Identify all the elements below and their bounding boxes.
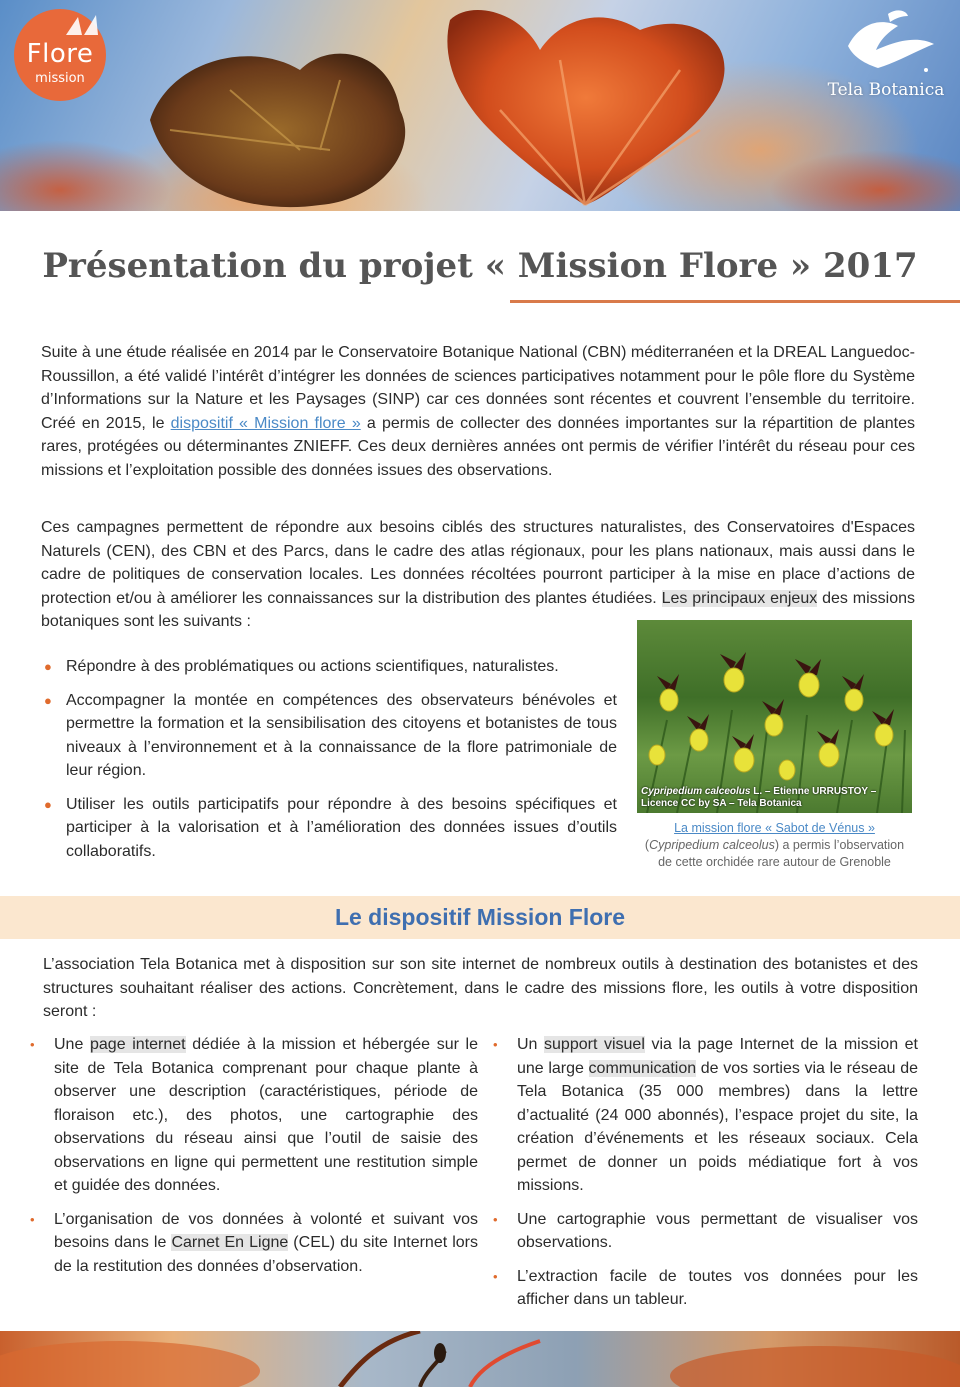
tool-text-a: L’extraction facile de toutes vos données pour les afficher dans un tableur. [517,1267,918,1308]
list-item [44,793,617,864]
autumn-leaves-image [0,0,960,211]
support-visuel-highlight: support visuel [544,1036,645,1053]
enjeu-text: Répondre à des problématiques ou actions scientifiques, naturalistes. [66,658,559,675]
tool-text-b: dédiée à la mission et hébergée sur le site de Tela Botanica comprenant pour chaque plante à observer une description (caractéristiques, période de floraison etc.), des photos, une cartographie des observations du réseau ainsi que l’outil de saisie des observations en ligne qui permettent une restitution simple et guidée des données. [54,1036,479,1194]
enjeux-highlight: Les principaux enjeux [661,589,818,607]
header-banner [0,0,960,211]
enjeu-text: Accompagner la montée en compétences des observateurs bénévoles et permettre la formation et la sensibilisation des citoyens et botanistes de tous niveaux à l’environnement et à la connaissance de la flore patrimoniale de leur région. [66,691,617,779]
photo-credit-rest: L. – Etienne URRUSTOY – Licence CC by SA – Tela Botanica [641,786,877,809]
enjeu-text: Utiliser les outils participatifs pour répondre à des besoins spécifiques et participer à la valorisation et à l’amélioration des données issues d’outils collaboratifs. [66,795,617,860]
section-heading: Le dispositif Mission Flore [334,904,626,930]
bullet-icon: ● [44,796,52,812]
list-item [493,1265,918,1312]
enjeux-list [44,655,617,863]
intro-paragraph-1 [41,341,915,482]
bullet-icon: • [30,1037,35,1052]
bullet-icon: • [493,1211,498,1227]
cypripedium-image [637,620,912,813]
photo-credit [641,786,908,810]
tela-logo-text: Tela Botanica [827,80,945,100]
intro-p2-text-b: des missions botaniques sont les suivants : [41,589,915,630]
tool-text-c: de vos sorties via le réseau de Tela Botanica (35 000 membres) dans la lettre d’actualité (24 000 abonnés), l’espace projet du site, la création d’événements et les réseaux sociaux. Cela permet de donner un poids médiatique fort à vos missions. [517,1059,919,1194]
tool-text-a: L’organisation de vos données à volonté et suivant vos besoins dans le [54,1210,478,1251]
flore-mission-logo [14,9,106,101]
list-item [44,689,617,783]
title-underline [510,300,960,303]
intro-p1-text-b: a permis de collecter des données importantes sur la répartition de plantes rares, protégées ou déterminantes ZNIEFF. Ces deux dernières années ont permis de vérifier l’intérêt du réseau pour ces missions et l’exploitation possible des données issues des observations. [41,414,916,479]
tools-list-right [493,1033,919,1312]
flore-logo-subtitle: mission [35,71,85,86]
tool-text-b: (CEL) du site Internet lors de la restitution des données d’observation. [54,1234,478,1275]
tela-botanica-logo [818,6,954,98]
orchid-photo [637,620,912,813]
list-item [493,1208,918,1255]
intro-paragraph-2 [41,516,915,634]
photo-credit-species: Cypripedium calceolus [641,786,751,797]
caption-species: Cypripedium calceolus [649,838,775,852]
section-band [0,896,960,939]
tool-text-a: Une cartographie vous permettant de visualiser vos observations. [517,1210,918,1251]
bullet-icon: ● [44,659,52,674]
page-internet-highlight: page internet [90,1036,186,1053]
footer-flower-image [0,1331,960,1387]
photo-caption: La mission flore « Sabot de Vénus » (Cypripedium calceolus) a permis l’observation de cette orchidée rare autour de Grenoble [644,821,905,869]
bullet-icon: • [493,1268,498,1284]
leaf-icon [62,13,102,39]
sabot-de-venus-link[interactable]: La mission flore « Sabot de Vénus » [674,821,875,835]
tool-text-a: Une [54,1036,90,1053]
list-item [30,1033,479,1198]
tela-bird-icon [818,6,954,80]
bullet-icon: • [30,1211,35,1227]
tool-text-a: Un [517,1036,545,1053]
mission-flore-link[interactable]: dispositif « Mission flore » [170,414,361,432]
carnet-en-ligne-highlight: Carnet En Ligne [171,1234,289,1251]
section-intro: L’association Tela Botanica met à disposition sur son site internet de nombreux outils à destination des botanistes et des structures souhaitant réaliser des actions. Concrètement, dans le cadre des missions flore, les outils à votre disposition seront : [43,956,918,1020]
flore-logo-title: Flore [26,39,94,69]
bullet-icon: ● [44,692,52,708]
list-item [44,655,617,679]
caption-rest: ) a permis l’observation de cette orchidée rare autour de Grenoble [658,838,905,869]
list-item [493,1033,919,1198]
intro-p2-text-a: Ces campagnes permettent de répondre aux besoins ciblés des structures naturalistes, des Conservatoires d'Espaces Naturels (CEN), des CBN et des Parcs, dans le cadre des atlas régionaux, pour les plans nationaux, mais aussi dans le cadre de politiques de conservation locales. Les données récoltées pourront participer à la mise en place d’actions de protection et/ou à améliorer les connaissances sur la distribution des plantes étudiées. [41,519,915,607]
tools-list-left [30,1033,479,1278]
footer-banner [0,1331,960,1387]
list-item [30,1208,478,1279]
page-title: Présentation du projet « Mission Flore » 2017 [42,246,918,286]
bullet-icon: • [493,1037,498,1052]
intro-p1-text-a: Suite à une étude réalisée en 2014 par le Conservatoire Botanique National (CBN) méditerranéen et la DREAL Languedoc-Roussillon, a été validé l’intérêt d’intégrer les données de sciences participatives notamment pour le pôle flore du Système d’Informations sur la Nature et les Paysages (SINP) car ces données sont récentes et couvrent l’ensemble du territoire. Créé en 2015, le [41,344,915,432]
communication-highlight: communication [588,1059,697,1077]
tool-text-b: via la page Internet de la mission et une large [517,1036,918,1077]
